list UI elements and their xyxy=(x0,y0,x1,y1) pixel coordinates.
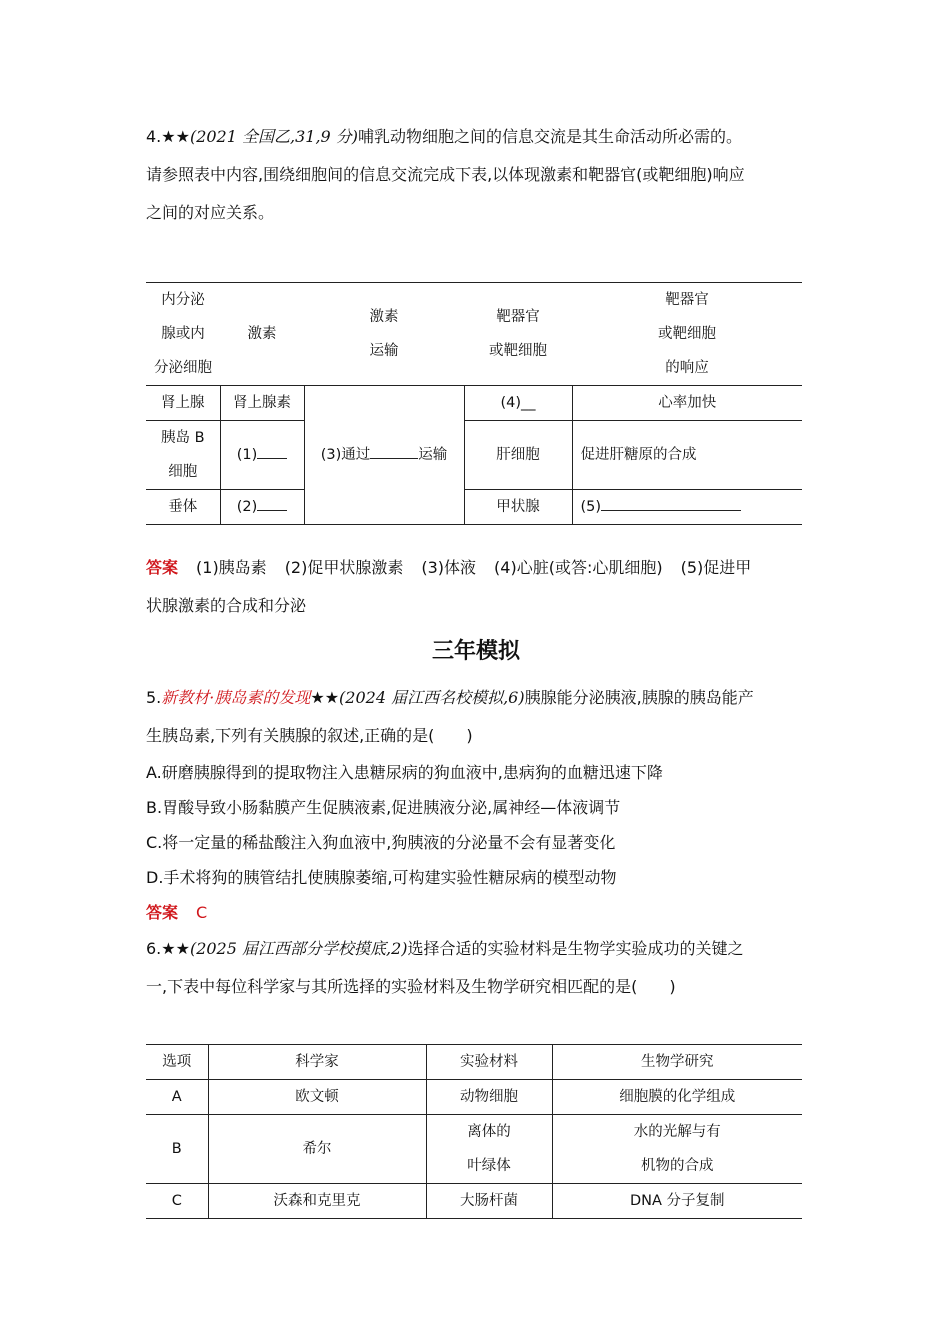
gland-cell: 肾上腺 xyxy=(146,386,220,421)
option-d: D.手术将狗的胰管结扎使胰腺萎缩,可构建实验性糖尿病的模型动物 xyxy=(146,868,617,887)
difficulty-stars: ★★ xyxy=(310,688,340,707)
answer-label: 答案 xyxy=(146,558,179,577)
response-cell: (5) xyxy=(572,490,802,525)
scientist-cell: 希尔 xyxy=(208,1115,426,1184)
option-cell: B xyxy=(146,1115,208,1184)
gland-cell: 垂体 xyxy=(168,499,198,515)
hormone-cell: (2) xyxy=(220,490,304,525)
question-4-line-3: 之间的对应关系。 xyxy=(146,203,275,222)
option-a: A.研磨胰腺得到的提取物注入患糖尿病的狗血液中,患病狗的血糖迅速下降 xyxy=(146,763,663,782)
header-scientist: 科学家 xyxy=(208,1045,426,1080)
topic-tag: 新教材·胰岛素的发现 xyxy=(161,688,311,707)
transport-cell: (3)通过 运输 xyxy=(304,386,464,525)
scientist-table xyxy=(146,1044,802,1219)
table-row xyxy=(146,386,802,421)
question-6-line-2: 一,下表中每位科学家与其所选择的实验材料及生物学研究相匹配的是( ) xyxy=(146,977,676,996)
option-cell: C xyxy=(146,1184,208,1219)
difficulty-stars: ★★ xyxy=(161,939,190,958)
table-row xyxy=(146,421,802,490)
material-cell: 动物细胞 xyxy=(426,1080,552,1115)
question-number: 5. xyxy=(146,688,162,707)
answer-value: C xyxy=(196,903,208,922)
table-row xyxy=(146,1184,802,1219)
material-cell: 大肠杆菌 xyxy=(426,1184,552,1219)
table-row xyxy=(146,1080,802,1115)
hormone-cell: 肾上腺素 xyxy=(220,386,304,421)
header-option: 选项 xyxy=(146,1045,208,1080)
material-cell: 离体的 叶绿体 xyxy=(426,1115,552,1184)
question-source: (2024 届江西名校模拟,6) xyxy=(339,688,525,707)
question-4-line-1 xyxy=(146,118,806,156)
research-cell: 水的光解与有 机物的合成 xyxy=(552,1115,802,1184)
answer-blank xyxy=(601,494,741,511)
question-5-line-1: 5.新教材·胰岛素的发现★★(2024 届江西名校模拟,6)胰腺能分泌胰液,胰腺的胰岛能产 xyxy=(146,688,754,707)
hormone-table xyxy=(146,282,802,525)
header-transport: 激素 运输 xyxy=(304,283,464,386)
answer-label: 答案 xyxy=(146,903,179,922)
header-material: 实验材料 xyxy=(426,1045,552,1080)
question-source: (2021 全国乙,31,9 分) xyxy=(189,127,359,146)
table-row xyxy=(146,490,802,525)
gland-cell: 胰岛 B 细胞 xyxy=(146,421,220,490)
answer-blank xyxy=(370,442,418,459)
question-source: (2025 届江西部分学校摸底,2) xyxy=(189,939,408,958)
question-6 xyxy=(146,930,806,1219)
question-number: 6. xyxy=(146,939,162,958)
research-cell: DNA 分子复制 xyxy=(552,1184,802,1219)
scientist-cell: 欧文顿 xyxy=(208,1080,426,1115)
research-cell: 细胞膜的化学组成 xyxy=(552,1080,802,1115)
question-4 xyxy=(146,118,806,625)
difficulty-stars: ★★ xyxy=(161,127,190,146)
option-c: C.将一定量的稀盐酸注入狗血液中,狗胰液的分泌量不会有显著变化 xyxy=(146,833,616,852)
header-response: 靶器官 或靶细胞 的响应 xyxy=(572,283,802,386)
question-6-line-1: 6.★★(2025 届江西部分学校摸底,2)选择合适的实验材料是生物学实验成功的关键之 xyxy=(146,939,744,958)
answer-blank xyxy=(257,494,287,511)
target-cell: (4)__ xyxy=(464,386,572,421)
table-header-row xyxy=(146,1045,802,1080)
question-4-answer: 答案 (1)胰岛素 (2)促甲状腺激素 (3)体液 (4)心脏(或答:心肌细胞) (5)促进甲 xyxy=(146,558,752,577)
target-cell: 肝细胞 xyxy=(464,421,572,490)
question-5-line-2: 生胰岛素,下列有关胰腺的叙述,正确的是( ) xyxy=(146,726,473,745)
table-header-row xyxy=(146,283,802,386)
target-cell: 甲状腺 xyxy=(464,490,572,525)
header-target: 靶器官 或靶细胞 xyxy=(464,283,572,386)
header-hormone: 激素 xyxy=(220,283,304,386)
header-research: 生物学研究 xyxy=(552,1045,802,1080)
question-4-line-2: 请参照表中内容,围绕细胞间的信息交流完成下表,以体现激素和靶器官(或靶细胞)响应 xyxy=(146,165,745,184)
hormone-cell: (1) xyxy=(220,421,304,490)
response-cell: 心率加快 xyxy=(572,386,802,421)
page-content xyxy=(146,118,806,1219)
section-title: 三年模拟 xyxy=(431,639,520,664)
table-row xyxy=(146,1115,802,1184)
answer-blank xyxy=(257,442,287,459)
option-b: B.胃酸导致小肠黏膜产生促胰液素,促进胰液分泌,属神经—体液调节 xyxy=(146,798,621,817)
question-5 xyxy=(146,679,806,930)
question-text: 哺乳动物细胞之间的信息交流是其生命活动所必需的。 xyxy=(358,127,743,146)
question-4-answer-cont: 状腺激素的合成和分泌 xyxy=(146,596,307,615)
response-cell: 促进肝糖原的合成 xyxy=(572,421,802,490)
header-gland: 内分泌 腺或内 分泌细胞 xyxy=(146,283,220,386)
option-cell: A xyxy=(146,1080,208,1115)
question-5-answer xyxy=(146,895,806,930)
scientist-cell: 沃森和克里克 xyxy=(208,1184,426,1219)
question-number: 4. xyxy=(146,127,162,146)
